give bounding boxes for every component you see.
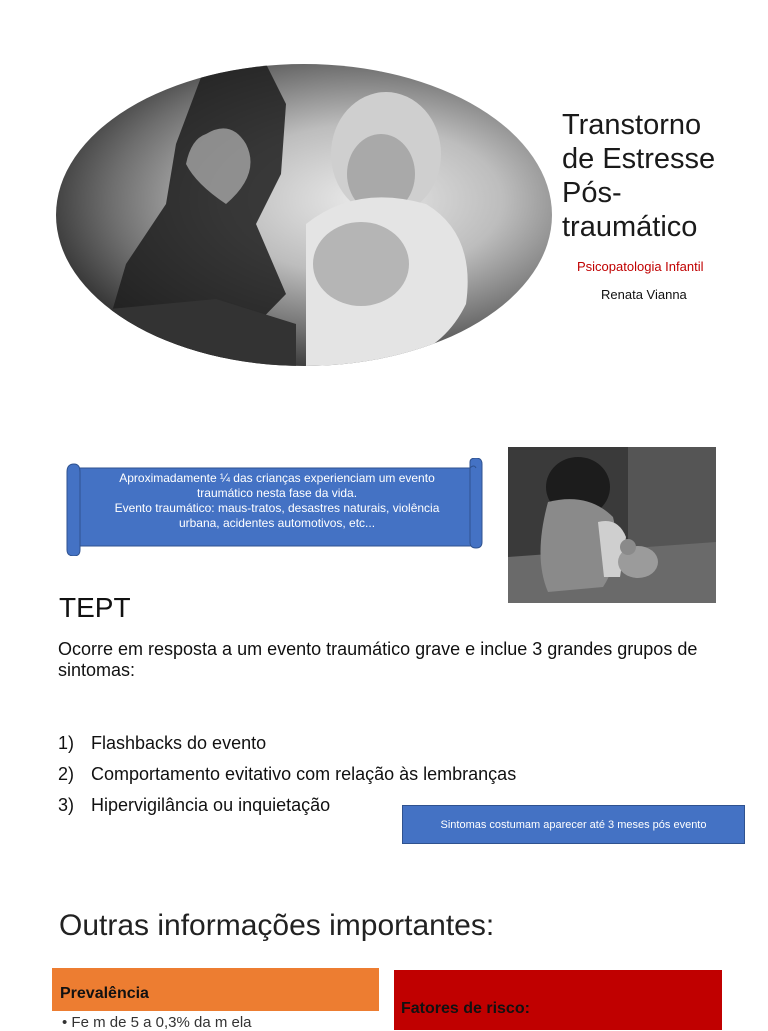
tept-description: Ocorre em resposta a um evento traumático grave e inclue 3 grandes grupos de sintomas: (58, 639, 698, 680)
list-number: 2) (58, 764, 75, 784)
subtitle: Psicopatologia Infantil (577, 259, 704, 274)
banner-text (92, 471, 462, 531)
risk-factors-header-box (394, 970, 722, 1030)
title-line: Transtorno (562, 109, 702, 141)
banner-line: urbana, acidentes automotivos, etc... (178, 516, 376, 530)
title-line: de Estresse (562, 143, 716, 175)
list-number: 1) (58, 733, 75, 753)
symptom-onset-note: Sintomas costumam aparecer até 3 meses pós evento (402, 805, 745, 844)
title-line: traumático (562, 211, 698, 243)
banner-line: Aproximadamente ¼ das crianças experienciam um evento (119, 471, 435, 485)
list-text: Hipervigilância ou inquietação (91, 795, 331, 815)
list-item (58, 759, 516, 790)
prevalence-header-box (52, 968, 379, 1011)
photo2-illustration (508, 447, 716, 603)
list-text: Comportamento evitativo com relação às lembranças (91, 764, 517, 784)
author-name: Renata Vianna (601, 287, 687, 302)
risk-factors-label: Fatores de risco: (401, 1000, 530, 1017)
banner-line: traumático nesta fase da vida. (196, 486, 358, 500)
title-line: Pós- (562, 177, 622, 209)
photo-child-with-teddy-bear (508, 447, 716, 603)
hero-photo-illustration (56, 64, 552, 366)
presentation-title (562, 108, 762, 244)
list-item (58, 728, 516, 759)
section-heading-other-info: Outras informações importantes: (59, 909, 495, 942)
list-number: 3) (58, 795, 75, 815)
prevalence-text-fragment: • Fe m de 5 a 0,3% da m ela (62, 1014, 252, 1031)
banner-line: Evento traumático: maus-tratos, desastres naturais, violência (114, 501, 440, 515)
section-heading-tept: TEPT (59, 592, 131, 623)
scroll-banner (66, 458, 484, 556)
list-text: Flashbacks do evento (91, 733, 267, 753)
prevalence-label: Prevalência (60, 985, 149, 1002)
hero-photo-child-with-shadow (56, 64, 552, 366)
